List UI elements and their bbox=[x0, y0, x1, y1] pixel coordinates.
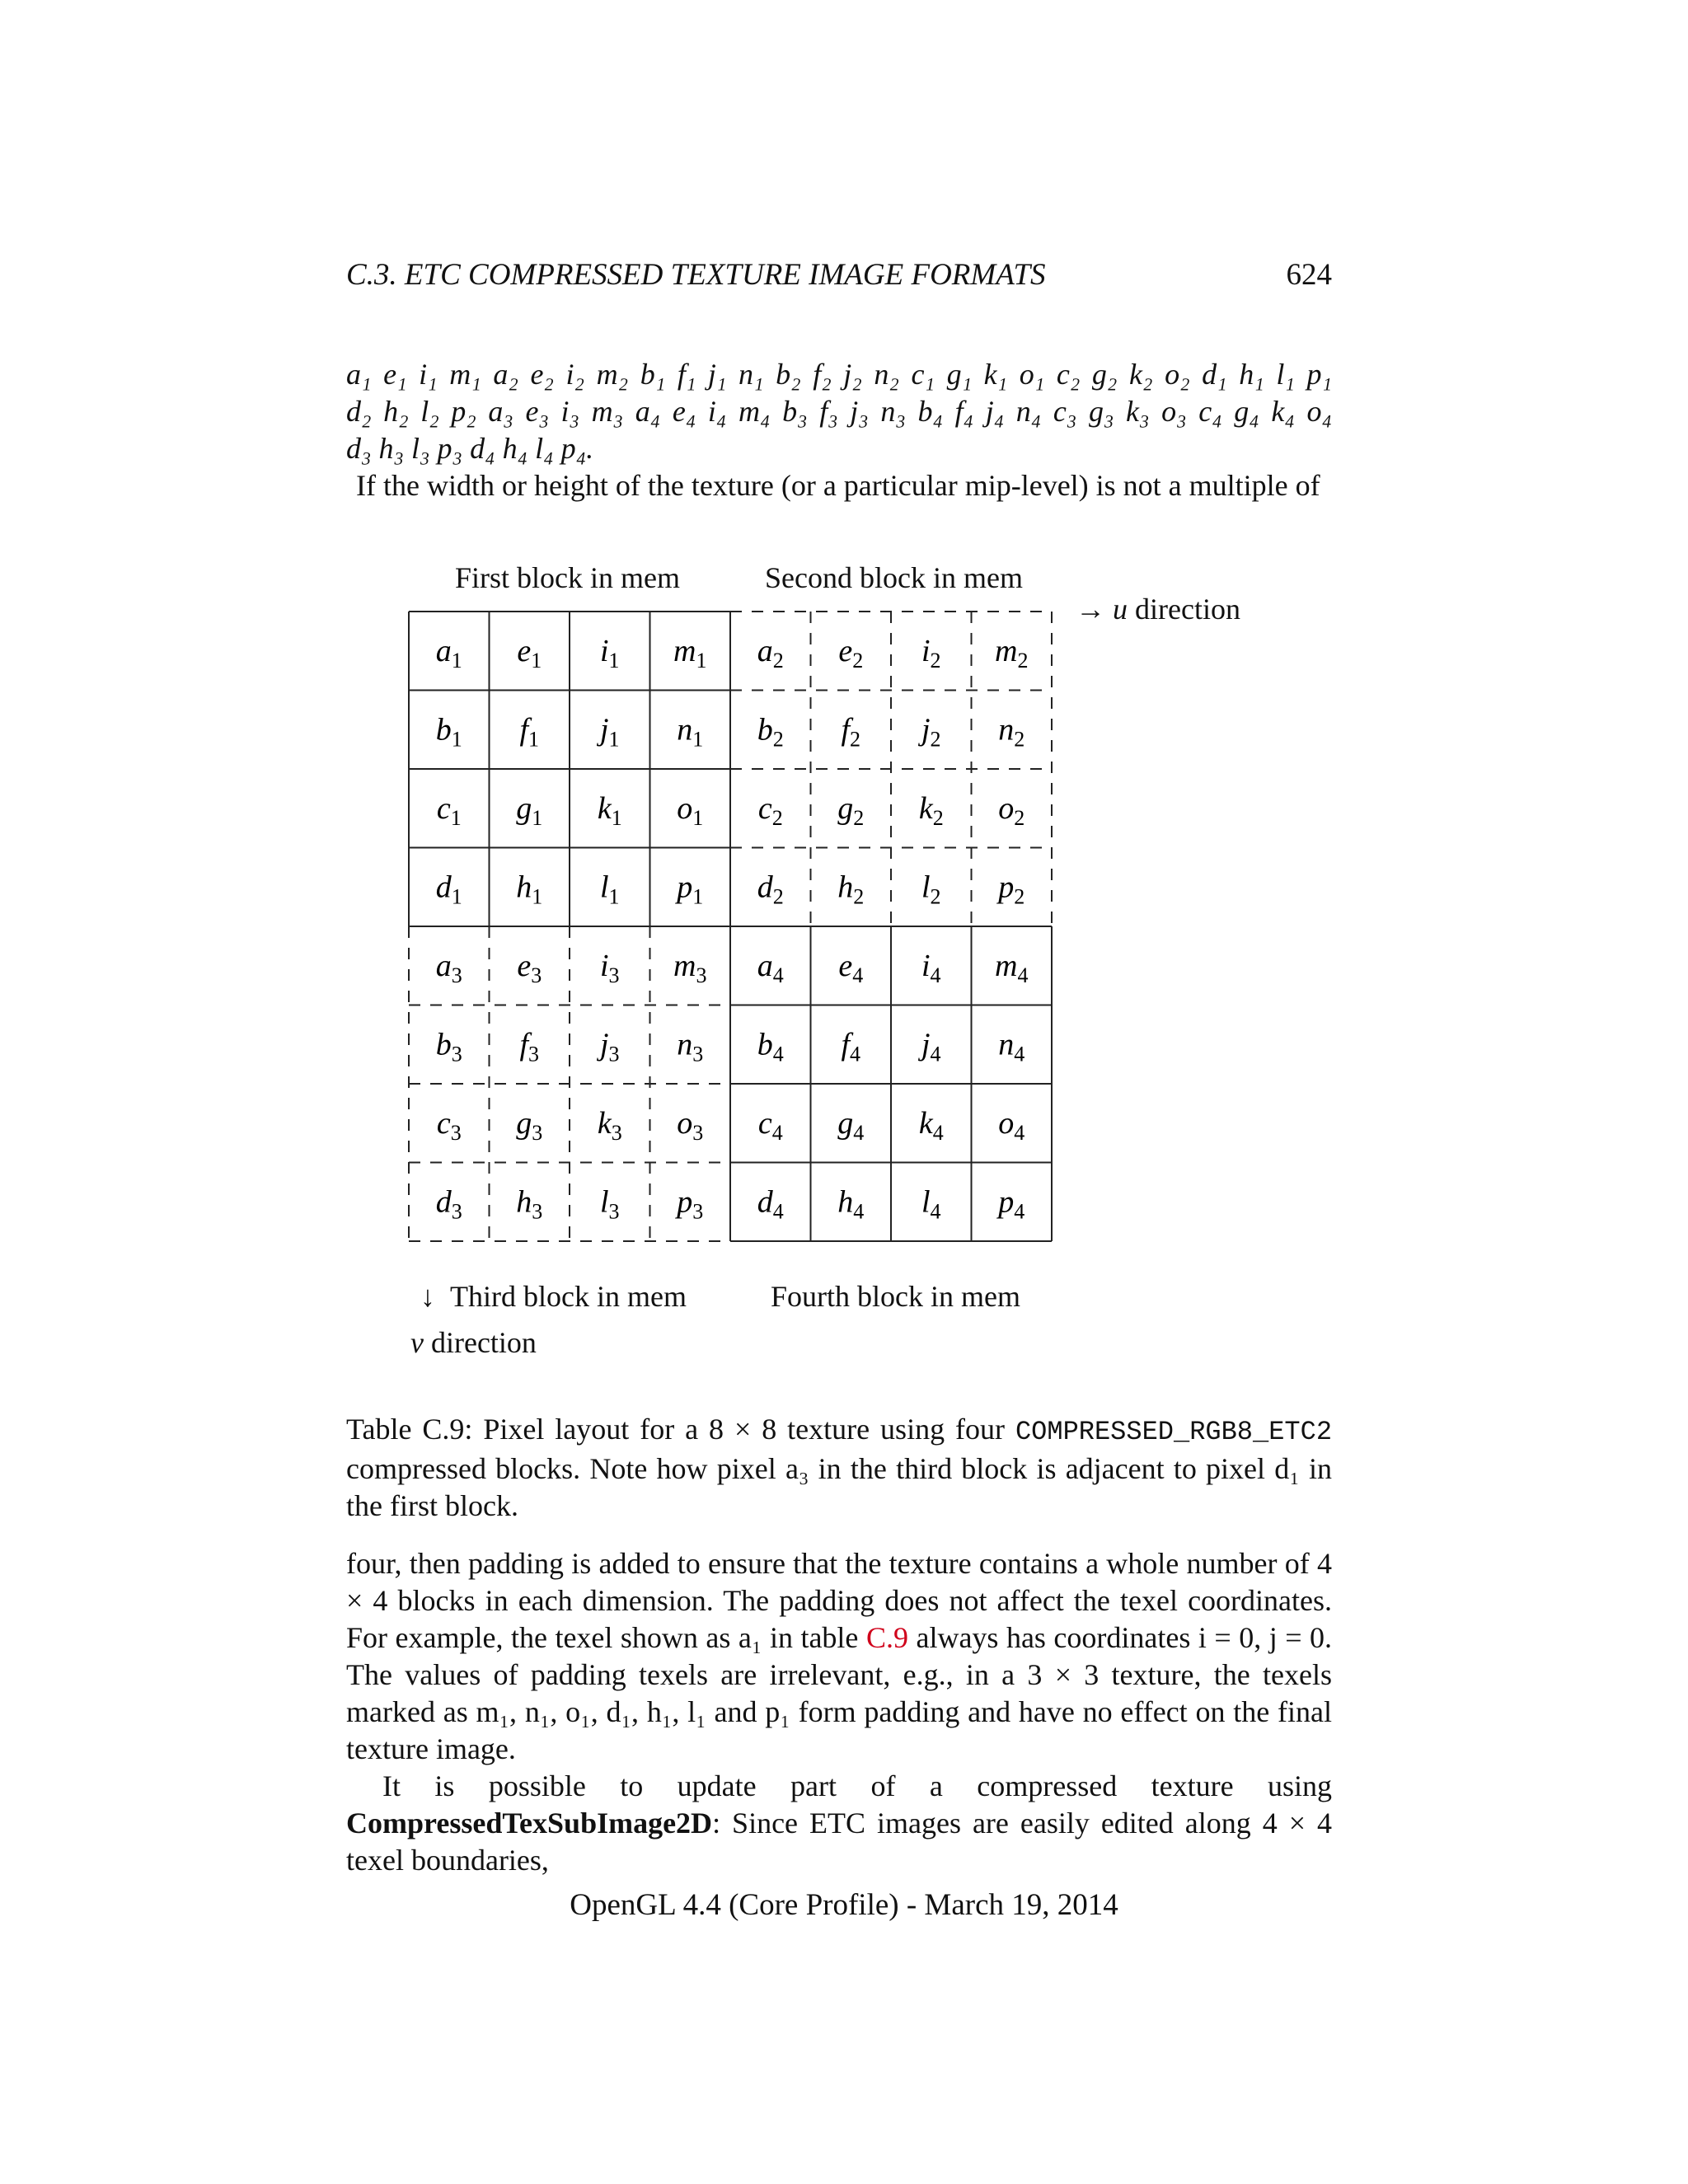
pixel-label: $l_2$ bbox=[921, 869, 941, 909]
pixel-label: $p_4$ bbox=[998, 1184, 1025, 1224]
paragraph-padding: four, then padding is added to ensure that the texture contains a whole number of 4 × 4 blocks in each dimension. The padding does not affect the texel coordinates. For example, the texel shown as a₁ in table C.9 always has coordinates i = 0, j = 0. The values of padding texels are irrelevant, e.g., in a 3 × 3 texture, the texels marked as m₁, n₁, o₁, d₁, h₁, l₁ and p₁ form padding and have no effect on the final texture image. bbox=[346, 1547, 1333, 1765]
pixel-label: $j_1$ bbox=[599, 712, 620, 752]
pixel-label: $b_3$ bbox=[435, 1027, 462, 1066]
pixel-label: $k_1$ bbox=[597, 790, 622, 830]
pixel-label: $g_2$ bbox=[837, 790, 865, 830]
pixel-sequence-line-2: d₂ h₂ l₂ p₂ a₃ e₃ i₃ m₃ a₄ e₄ i₄ m₄ b₃ f₃ j₃ n₃ b₄ f₄ j₄ n₄ c₃ g₃ k₃ o₃ c₄ g₄ k₄ o₄ bbox=[346, 395, 1332, 428]
table-ref-link[interactable]: C.9 bbox=[865, 1621, 908, 1654]
section-title: C.3. ETC COMPRESSED TEXTURE IMAGE FORMATS bbox=[346, 258, 1046, 292]
page-number: 624 bbox=[1286, 258, 1332, 292]
pixel-label: $f_1$ bbox=[519, 712, 540, 752]
pixel-label: $k_4$ bbox=[918, 1105, 944, 1145]
pixel-label: $h_2$ bbox=[837, 869, 865, 909]
pixel-label: $c_4$ bbox=[757, 1105, 783, 1145]
pixel-label: $d_2$ bbox=[757, 869, 784, 909]
pixel-label: $l_4$ bbox=[921, 1184, 941, 1224]
pixel-label: $j_4$ bbox=[921, 1027, 941, 1066]
pixel-label: $i_4$ bbox=[921, 948, 941, 987]
pixel-label: $f_3$ bbox=[519, 1027, 540, 1066]
caption-rest: compressed blocks. Note how pixel a₃ in the third block is adjacent to pixel d₁ in the first block. bbox=[346, 1452, 1332, 1522]
pixel-label: $h_3$ bbox=[516, 1184, 543, 1224]
pixel-label: $p_2$ bbox=[998, 869, 1025, 909]
pixel-label: $o_4$ bbox=[998, 1105, 1025, 1145]
pixel-label: $g_1$ bbox=[516, 790, 543, 830]
pixel-label: $i_1$ bbox=[599, 633, 620, 673]
pixel-label: $i_3$ bbox=[599, 948, 620, 987]
format-name: COMPRESSED_RGB8_ETC2 bbox=[1015, 1417, 1333, 1447]
pixel-label: $o_2$ bbox=[998, 790, 1025, 830]
pixel-label: $o_3$ bbox=[677, 1105, 704, 1145]
pixel-label: $m_4$ bbox=[995, 948, 1029, 987]
pixel-label: $g_4$ bbox=[837, 1105, 865, 1145]
pixel-label: $d_1$ bbox=[435, 869, 462, 909]
paragraph-subimage: It is possible to update part of a compressed texture using CompressedTexSubImage2D: Since ETC images are easily edited along 4 × 4 texel boundaries, bbox=[346, 1769, 1332, 1877]
pixel-label: $o_1$ bbox=[677, 790, 704, 830]
pixel-label: $k_3$ bbox=[597, 1105, 622, 1145]
pixel-label: $d_4$ bbox=[757, 1184, 784, 1224]
pixel-label: $e_3$ bbox=[517, 948, 542, 987]
pixel-label: $e_1$ bbox=[517, 633, 542, 673]
pixel-label: $l_1$ bbox=[599, 869, 620, 909]
pixel-label: $m_1$ bbox=[673, 633, 707, 673]
pixel-label: $l_3$ bbox=[599, 1184, 620, 1224]
pixel-label: $n_4$ bbox=[998, 1027, 1025, 1066]
table-caption bbox=[346, 1411, 1332, 1525]
pixel-label: $c_2$ bbox=[757, 790, 783, 830]
fourth-block-label: Fourth block in mem bbox=[771, 1280, 1020, 1313]
pixel-sequence-line-1: a₁ e₁ i₁ m₁ a₂ e₂ i₂ m₂ b₁ f₁ j₁ n₁ b₂ f₂ j₂ n₂ c₁ g₁ k₁ o₁ c₂ g₂ k₂ o₂ d₁ h₁ l₁ p₁ bbox=[346, 358, 1332, 391]
page-footer: OpenGL 4.4 (Core Profile) - March 19, 2014 bbox=[570, 1888, 1118, 1922]
pixel-sequence-line-3: d₃ h₃ l₃ p₃ d₄ h₄ l₄ p₄. bbox=[346, 432, 594, 465]
pixel-label: $p_1$ bbox=[677, 869, 704, 909]
pixel-label: $a_3$ bbox=[435, 948, 462, 987]
pixel-label: $p_3$ bbox=[677, 1184, 704, 1224]
pixel-label: $g_3$ bbox=[516, 1105, 543, 1145]
pixel-label: $a_4$ bbox=[757, 948, 784, 987]
pixel-label: $k_2$ bbox=[918, 790, 944, 830]
pixel-label: $b_1$ bbox=[435, 712, 462, 752]
pixel-label: $j_3$ bbox=[599, 1027, 620, 1066]
main-text bbox=[346, 1545, 1332, 1879]
caption-lead: Table C.9: Pixel layout for a 8 × 8 texture using four bbox=[346, 1413, 1005, 1446]
pixel-label: $c_3$ bbox=[436, 1105, 462, 1145]
pixel-label: $m_2$ bbox=[995, 633, 1029, 673]
pixel-label: $b_4$ bbox=[757, 1027, 784, 1066]
pixel-label: $b_2$ bbox=[757, 712, 784, 752]
pixel-label: $f_4$ bbox=[841, 1027, 861, 1066]
pixel-label: $c_1$ bbox=[436, 790, 462, 830]
paragraph-continuation: If the width or height of the texture (or a particular mip-level) is not a multiple of bbox=[356, 469, 1320, 502]
pixel-label: $h_1$ bbox=[516, 869, 543, 909]
u-direction-label: → u direction bbox=[1076, 593, 1240, 626]
pixel-label: $n_1$ bbox=[677, 712, 704, 752]
third-block-label-row bbox=[420, 1279, 687, 1314]
function-name: CompressedTexSubImage2D bbox=[346, 1807, 713, 1840]
pixel-label: $j_2$ bbox=[921, 712, 941, 752]
pixel-label: $i_2$ bbox=[921, 633, 941, 673]
pixel-label: $n_3$ bbox=[677, 1027, 704, 1066]
v-direction-label: v direction bbox=[410, 1326, 537, 1359]
pixel-label: $a_1$ bbox=[435, 633, 462, 673]
pixel-label: $m_3$ bbox=[673, 948, 707, 987]
pixel-label: $n_2$ bbox=[998, 712, 1025, 752]
first-block-label: First block in mem bbox=[455, 561, 680, 594]
pixel-label: $a_2$ bbox=[757, 633, 784, 673]
third-block-label: Third block in mem bbox=[450, 1280, 687, 1313]
pixel-label: $h_4$ bbox=[837, 1184, 865, 1224]
pixel-label: $e_4$ bbox=[838, 948, 864, 987]
pixel-label: $d_3$ bbox=[435, 1184, 462, 1224]
pixel-label: $f_2$ bbox=[841, 712, 861, 752]
v-arrow-icon: ↓ bbox=[420, 1280, 435, 1313]
second-block-label: Second block in mem bbox=[765, 561, 1023, 594]
pixel-label: $e_2$ bbox=[838, 633, 864, 673]
